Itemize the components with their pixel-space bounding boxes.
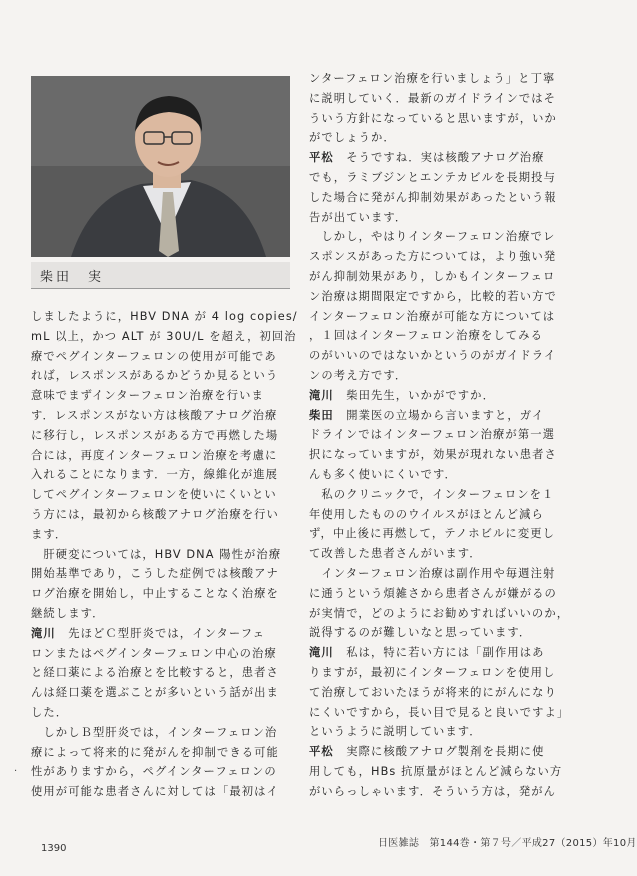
text-line [31, 446, 299, 466]
text-line [309, 663, 577, 683]
line-text: 私のクリニックで，インターフェロンを１ [309, 487, 555, 501]
line-text: に説明していく．最新のガイドラインではそ [309, 91, 557, 105]
page-number: 1390 [41, 843, 67, 854]
line-text: 療によって将来的に発がんを抑制できる可能 [31, 745, 279, 759]
text-line [309, 465, 577, 485]
line-text: りますが，最初にインターフェロンを使用し [309, 665, 556, 679]
text-line [309, 623, 577, 643]
text-line [309, 445, 577, 465]
text-line [31, 386, 299, 406]
line-text: 使用が可能な患者さんに対しては「最初はイ [31, 785, 279, 799]
text-line [309, 604, 577, 624]
text-line [31, 564, 299, 584]
line-text: ういう方針になっていると思いますが，いか [309, 111, 557, 125]
line-text: にくいですから，長い目で見ると良いですよ」 [309, 705, 570, 719]
line-text: した場合に発がん抑制効果があったという報 [309, 190, 557, 204]
text-line [31, 782, 299, 802]
text-line [31, 465, 299, 485]
line-text: て治療しておいたほうが将来的にがんになり [309, 685, 557, 699]
line-text: ず，中止後に再燃して，テノホビルに変更し [309, 527, 556, 541]
text-line [309, 168, 577, 188]
line-text: インターフェロン治療が可能な方については [309, 309, 556, 323]
speaker-spacer [56, 627, 68, 640]
text-line [31, 663, 299, 683]
speaker-spacer [334, 389, 346, 402]
text-line [31, 347, 299, 367]
text-line [309, 188, 577, 208]
text-line [309, 247, 577, 267]
line-text: した． [31, 705, 69, 719]
line-text: がん抑制効果があり，しかもインターフェロ [309, 269, 556, 283]
line-text: mL 以上，かつ ALT が 30U/L を超え，初回治 [31, 329, 297, 343]
line-text: ロンまたはペグインターフェロン中心の治療 [31, 646, 277, 660]
speaker-spacer [334, 745, 346, 758]
text-line [309, 307, 577, 327]
text-column-right [309, 69, 577, 801]
line-text: 実際に核酸アナログ製剤を長期に使 [346, 745, 545, 759]
line-text: 意味でまずインターフェロン治療を行いま [31, 389, 264, 403]
line-text: ログ治療を開始し，中止することなく治療を [31, 587, 279, 601]
line-text: 択になっていますが，効果が現れない患者さ [309, 448, 557, 462]
line-text: んも多く使いにくいです． [309, 467, 457, 481]
text-line [31, 624, 299, 644]
text-line [31, 545, 299, 565]
line-text: しましたように，HBV DNA が 4 log copies/ [31, 310, 298, 323]
line-text: しかし，やはりインターフェロン治療でレ [309, 230, 556, 244]
line-text: れば，レスポンスがあるかどうか見るという [31, 369, 279, 383]
line-text: ン治療は期間限定ですから，比較的若い方で [309, 289, 557, 303]
line-text: がいらっしゃいます．そういう方は，発がん [309, 784, 557, 798]
text-line [309, 564, 577, 584]
text-line [309, 683, 577, 703]
line-text: 告が出ています． [309, 210, 408, 224]
text-line [309, 326, 577, 346]
line-text: 開業医の立場から言いますと，ガイ [346, 408, 545, 422]
text-line [309, 406, 577, 426]
text-line [31, 723, 299, 743]
text-line [31, 525, 299, 545]
line-text: う方には，最初から核酸アナログ治療を行い [31, 507, 279, 521]
line-text: 用しても，HBs 抗原量がほとんど減らない方 [309, 764, 563, 778]
speaker-spacer [334, 409, 346, 422]
line-text: んは経口薬を選ぶことが多いという話が出ま [31, 686, 279, 700]
text-line [309, 366, 577, 386]
line-text: スポンスがあった方については，より強い発 [309, 250, 557, 264]
text-line [309, 722, 577, 742]
speaker-spacer [334, 151, 346, 164]
text-line [309, 425, 577, 445]
line-text: 説得するのが難しいなと思っています． [309, 626, 532, 640]
line-text: と経口薬による治療とを比較すると，患者さ [31, 666, 279, 680]
text-line [309, 267, 577, 287]
text-line [309, 505, 577, 525]
text-line [309, 227, 577, 247]
text-line [309, 128, 577, 148]
line-text: 私は，特に若い方には「副作用はあ [346, 646, 545, 660]
line-text: が実情で，どのようにお勧めすればいいのか， [309, 606, 570, 620]
text-line [31, 327, 299, 347]
text-line [309, 148, 577, 168]
line-text: ，１回はインターフェロン治療をしてみる [309, 329, 543, 343]
line-text: がでしょうか． [309, 131, 396, 145]
text-line [309, 703, 577, 723]
line-text: してペグインターフェロンを使いにくいとい [31, 488, 277, 502]
speaker-label: 柴田 [309, 408, 334, 422]
text-line [31, 703, 299, 723]
text-line [309, 762, 577, 782]
line-text: のがいいのではないかというのがガイドライ [309, 349, 557, 363]
text-line [31, 604, 299, 624]
line-text: 開始基準であり，こうした症例では核酸アナ [31, 567, 279, 581]
speaker-name: 柴田 実 [40, 270, 105, 285]
line-text: ドラインではインターフェロン治療が第一選 [309, 428, 556, 442]
text-line [31, 426, 299, 446]
text-line [31, 683, 299, 703]
line-text: て改善した患者さんがいます． [309, 547, 482, 561]
text-line [309, 208, 577, 228]
text-line [309, 89, 577, 109]
text-column-left [31, 307, 299, 802]
line-text: ます． [31, 527, 68, 541]
text-line [309, 544, 577, 564]
speaker-label: 滝川 [309, 388, 334, 402]
line-text: というように説明しています． [309, 725, 482, 739]
text-line [31, 307, 299, 327]
line-text: そうですね．実は核酸アナログ治療 [346, 151, 545, 165]
text-line [309, 346, 577, 366]
line-text: 先ほどＣ型肝炎では，インターフェ [68, 626, 265, 640]
speaker-photo-illustration [31, 76, 290, 257]
speaker-photo [31, 76, 290, 257]
text-line [31, 644, 299, 664]
text-line [309, 287, 577, 307]
line-text: 合には，再度インターフェロン治療を考慮に [31, 448, 278, 462]
line-text: インターフェロン治療は副作用や毎週注射 [309, 566, 556, 580]
text-line [309, 742, 577, 762]
text-line [31, 406, 299, 426]
text-line [309, 386, 577, 406]
line-text: しかしＢ型肝炎では，インターフェロン治 [31, 725, 278, 739]
text-line [309, 584, 577, 604]
speaker-label: 平松 [309, 151, 334, 165]
text-line [309, 69, 577, 89]
line-text: 継続します． [31, 606, 105, 620]
line-text: す．レスポンスがない方は核酸アナログ治療 [31, 408, 278, 422]
line-text: に通うという煩雑さから患者さんが嫌がるの [309, 586, 557, 600]
speaker-label: 滝川 [31, 626, 56, 640]
speaker-label: 滝川 [309, 646, 334, 660]
line-text: 性がありますから，ペグインターフェロンの [31, 765, 277, 779]
text-line [31, 505, 299, 525]
journal-citation: 日医雑誌 第144巻・第７号／平成27（2015）年10月 [378, 838, 637, 849]
text-line [31, 743, 299, 763]
line-text: 柴田先生，いかがですか． [346, 388, 495, 402]
text-line [309, 782, 577, 802]
text-line [31, 485, 299, 505]
text-line [31, 366, 299, 386]
line-text: に移行し，レスポンスがある方で再燃した場 [31, 428, 279, 442]
line-text: ンの考え方です． [309, 368, 408, 382]
margin-mark: . [14, 763, 18, 774]
text-line [31, 762, 299, 782]
text-line [309, 524, 577, 544]
speaker-spacer [334, 646, 346, 659]
line-text: でも，ラミブジンとエンテカビルを長期投与 [309, 170, 556, 184]
line-text: 肝硬変については，HBV DNA 陽性が治療 [31, 547, 282, 561]
text-line [31, 584, 299, 604]
speaker-label: 平松 [309, 745, 334, 759]
line-text: ンターフェロン治療を行いましょう」と丁寧 [309, 72, 556, 85]
line-text: 入れることになります．一方，線維化が進展 [31, 468, 279, 482]
speaker-caption [31, 262, 290, 289]
line-text: 年使用したもののウイルスがほとんど減ら [309, 507, 544, 521]
line-text: 療でペグインターフェロンの使用が可能であ [31, 349, 277, 363]
text-line [309, 485, 577, 505]
text-line [309, 109, 577, 129]
text-line [309, 643, 577, 663]
